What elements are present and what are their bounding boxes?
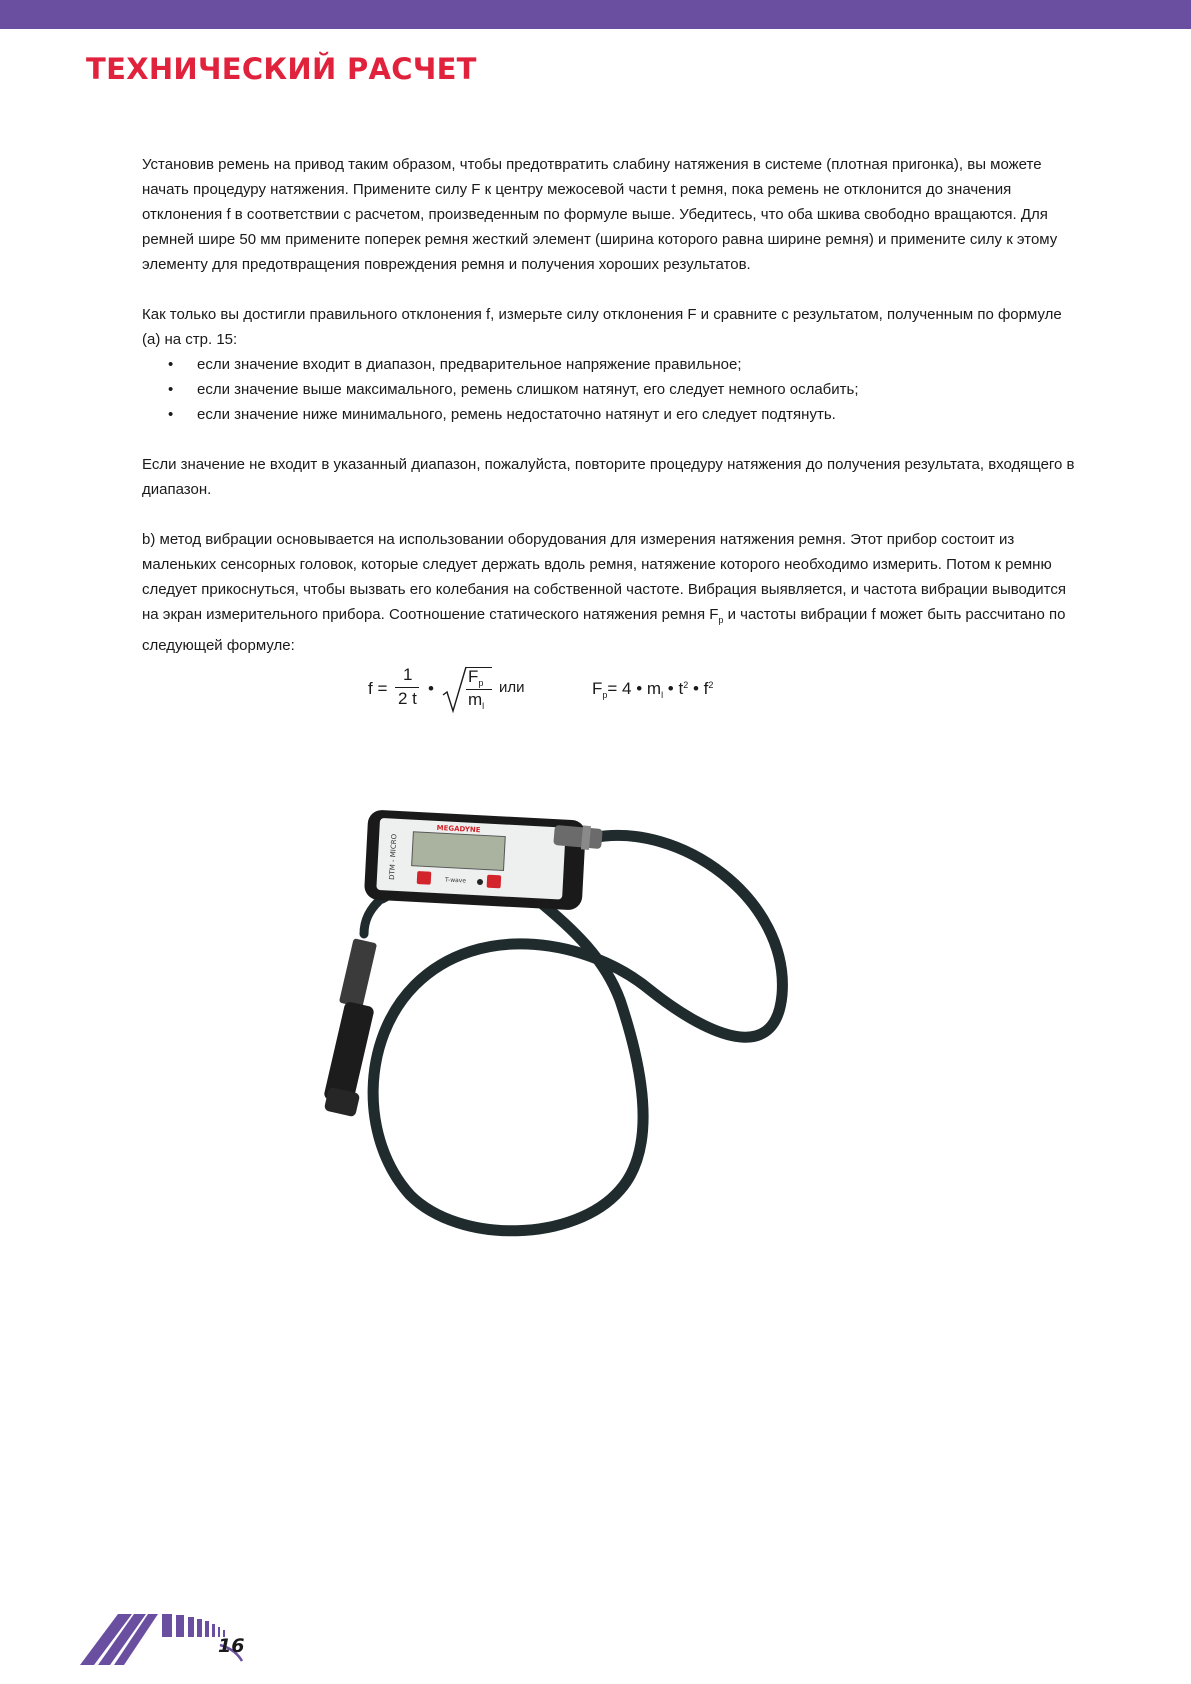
paragraph-1: Установив ремень на привод таким образом, чтобы предотвратить слабину натяжения в системе (плотная пригонка), вы можете начать процедуру натяжения. Примените силу F к центру межосевой части t ремня, пока ремень не отклонится до значения отклонения f в соответствии с расчетом, произведенным по формуле выше. Убедитесь, что оба шкива свободно вращаются. Для ремней шире 50 мм примените поперек ремня жесткий элемент (ширина которого равна ширине ремня) и примените силу к этому элементу для предотвращения повреждения ремня и получения хороших результатов. [142,156,1058,273]
formula [368,665,768,725]
formula-numerator: 1 [403,665,413,684]
bullet-item: • если значение ниже минимального, ремень недостаточно натянут и его следует подтянуть. [142,402,1077,427]
radical-numerator: $F_p$ [468,667,484,688]
method-b-paragraph: b) метод вибрации основывается на использовании оборудования для измерения натяжения ремня. Этот прибор состоит из маленьких сенсорных головок, которые следует держать вдоль ремня, натяжение которого необходимо измерить. Потом к ремню следует прикоснуться, чтобы вызвать его колебания на собственной частоте. Вибрация выявляется, и частота вибрации выводится на экран измерительного прибора. Соотношение статического натяжения ремня $F_p$ и частоты вибрации f может быть рассчитано по следующей формуле: [142,531,1067,654]
body-text [142,152,1077,658]
bullet-dot: • [168,406,174,423]
fraction-bar [395,687,419,688]
top-color-bar [0,0,1191,29]
formula-dot: • [428,679,434,698]
bullet-item: • если значение выше максимального, ремень слишком натянут, его следует немного ослабить; [142,377,1077,402]
page-number: 16 [218,1635,245,1657]
device-brand: MEGADYNE [436,823,481,835]
sqrt-icon [442,665,468,715]
page-title: ТЕХНИЧЕСКИЙ РАСЧЕТ [86,52,477,86]
tension-meter-image [320,810,860,1250]
bullet-dot: • [168,356,174,373]
radical-denominator: $m_l$ [468,690,485,711]
paragraph-3: Если значение не входит в указанный диапазон, пожалуйста, повторите процедуру натяжения до получения результата, входящего в диапазон. [142,456,1075,498]
formula-2: $F_p= 4$ • $m_l$ • $t^2$ • $f^2$ [592,679,714,700]
device-panel-label: T-wave [444,876,467,885]
bullet-list [142,352,1077,427]
device-model: DTM - MICRO [388,833,399,881]
formula-f-eq: f = [368,679,388,698]
bullet-item: • если значение входит в диапазон, предварительное напряжение правильное; [142,352,1077,377]
formula-denominator: 2 t [398,689,417,708]
formula-or: или [499,679,525,696]
paragraph-2: Как только вы достигли правильного отклонения f, измерьте силу отклонения F и сравните с результатом, полученным по формуле (а) на стр. 15: [142,306,1062,348]
bullet-dot: • [168,381,174,398]
